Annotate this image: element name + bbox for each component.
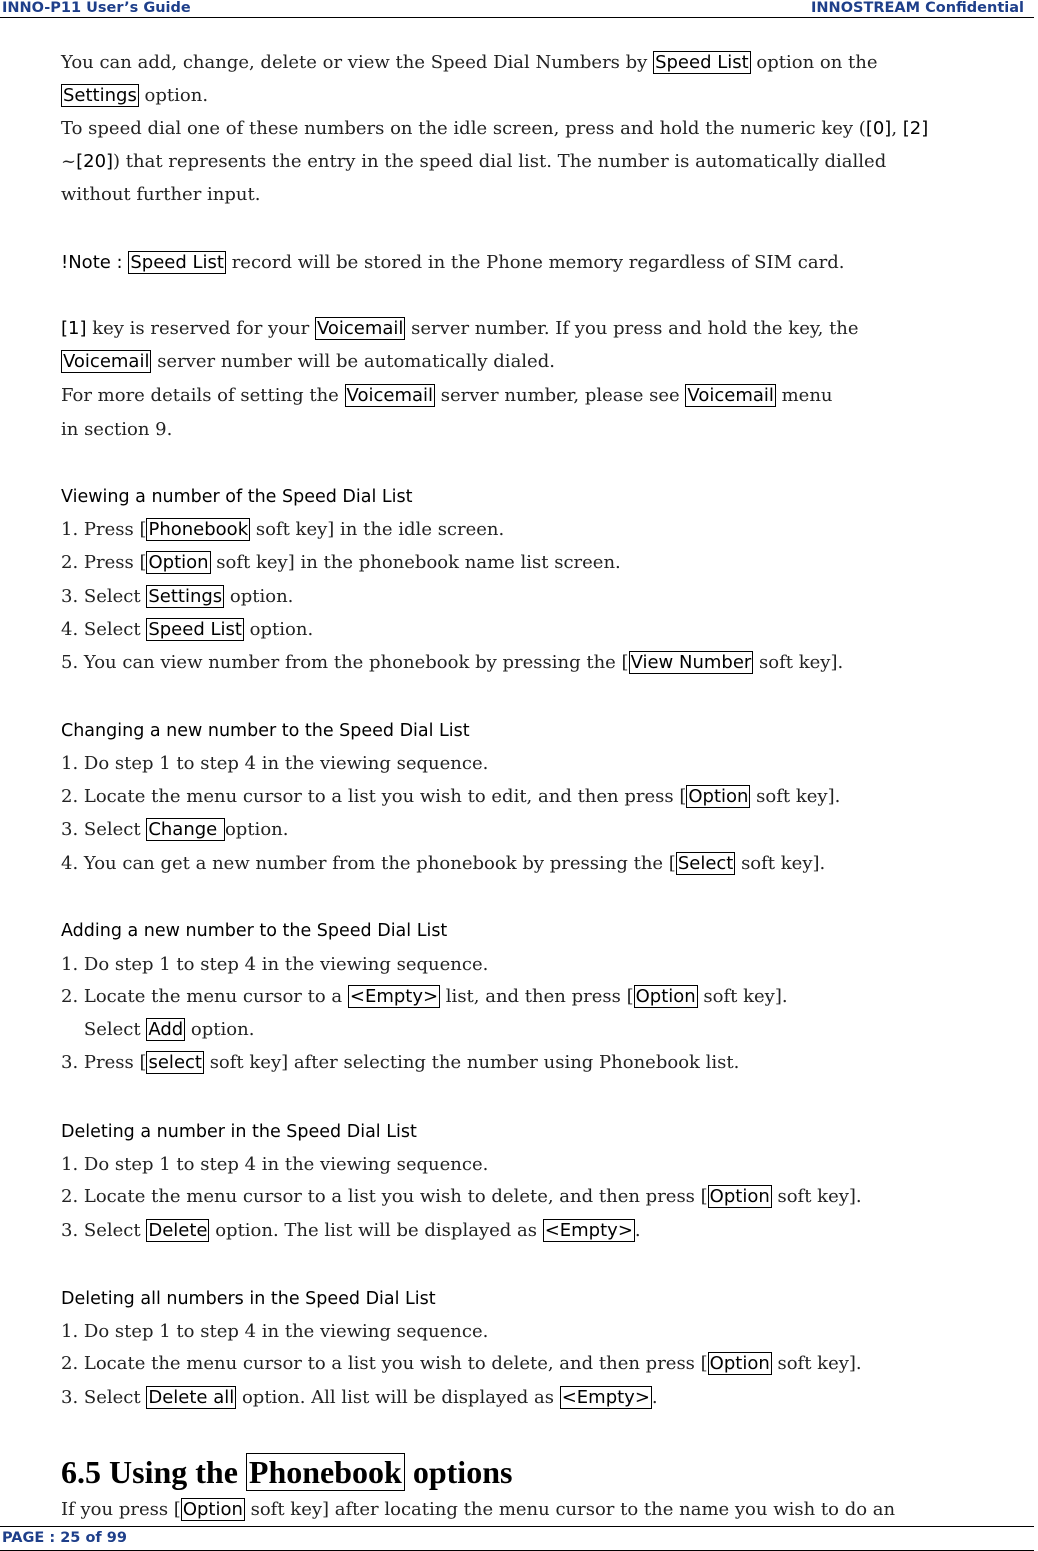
adding-step-2b: Select Add option. [61,1019,255,1040]
deleting-all-step-3: 3. Select Delete all option. All list will be displayed as <Empty> . [61,1387,658,1408]
deleting-step-2: 2. Locate the menu cursor to a list you wish to delete, and then press [ Option soft key]. [61,1186,862,1207]
viewing-heading: Viewing a number of the Speed Dial List [61,487,413,507]
changing-step-4: 4. You can get a new number from the phonebook by pressing the [ Select soft key]. [61,853,826,874]
intro-line-3: To speed dial one of these numbers on the idle screen, press and hold the numeric key ([0], [2] [61,118,929,139]
deleting-heading: Deleting a number in the Speed Dial List [61,1122,417,1142]
deleting-all-heading: Deleting all numbers in the Speed Dial List [61,1289,436,1309]
viewing-step-3: 3. Select Settings option. [61,586,294,607]
voicemail-line-1: [1] key is reserved for your Voicemail server number. If you press and hold the key, the [61,318,859,339]
voicemail-line-2: Voicemail server number will be automatically dialed. [63,351,555,372]
adding-step-3: 3. Press [ select soft key] after selecting the number using Phonebook list. [61,1052,740,1073]
deleting-step-3: 3. Select Delete option. The list will be displayed as <Empty> . [61,1220,641,1241]
voicemail-term: Voicemail [687,385,774,406]
changing-heading: Changing a new number to the Speed Dial List [61,721,470,741]
section-paragraph: If you press [ Option soft key] after locating the menu cursor to the name you wish to do an [61,1499,896,1520]
voicemail-term: Voicemail [346,385,434,406]
viewing-step-1: 1. Press [ Phonebook soft key] in the idle screen. [61,519,505,540]
viewing-step-2: 2. Press [ Option soft key] in the phonebook name list screen. [61,552,621,573]
speed-list-term: Speed List [655,52,749,73]
page-footer [0,1526,1034,1551]
adding-step-2: 2. Locate the menu cursor to a <Empty> list, and then press [ Option soft key]. [61,986,788,1007]
adding-step-1: 1. Do step 1 to step 4 in the viewing sequence. [61,954,489,975]
page-header [0,0,1034,18]
voicemail-term: Voicemail [316,318,404,339]
changing-step-1: 1. Do step 1 to step 4 in the viewing sequence. [61,753,489,774]
viewing-step-4: 4. Select Speed List option. [61,619,314,640]
changing-step-2: 2. Locate the menu cursor to a list you wish to edit, and then press [ Option soft key]. [61,786,841,807]
note-line: !Note : Speed List record will be stored in the Phone memory regardless of SIM card. [61,252,845,273]
deleting-step-1: 1. Do step 1 to step 4 in the viewing sequence. [61,1154,489,1175]
voicemail-term: Voicemail [63,351,150,372]
changing-step-3: 3. Select Change option. [61,819,289,840]
intro-line-4: ~[20]) that represents the entry in the speed dial list. The number is automatically dialled [61,151,887,172]
header-confidential: INNOSTREAM Confidential [811,0,1024,16]
phonebook-term: Phonebook [246,1453,405,1491]
voicemail-line-4: in section 9. [61,419,173,440]
adding-heading: Adding a new number to the Speed Dial List [61,921,448,941]
section-heading: 6.5 Using the Phonebook options [61,1454,513,1490]
page-number: PAGE : 25 of 99 [2,1530,127,1546]
deleting-all-step-1: 1. Do step 1 to step 4 in the viewing sequence. [61,1321,489,1342]
deleting-all-step-2: 2. Locate the menu cursor to a list you wish to delete, and then press [ Option soft key]. [61,1353,862,1374]
header-doc-title: INNO-P11 User’s Guide [2,0,191,16]
voicemail-line-3: For more details of setting the Voicemail server number, please see Voicemail menu [61,385,833,406]
intro-line-1: You can add, change, delete or view the Speed Dial Numbers by Speed List option on the [61,52,878,73]
speed-list-term: Speed List [130,252,224,273]
intro-line-2: Settings option. [63,85,209,106]
note-label: !Note : [61,252,129,273]
settings-term: Settings [63,85,137,106]
intro-line-5: without further input. [61,184,261,205]
viewing-step-5: 5. You can view number from the phonebook by pressing the [ View Number soft key]. [61,652,844,673]
